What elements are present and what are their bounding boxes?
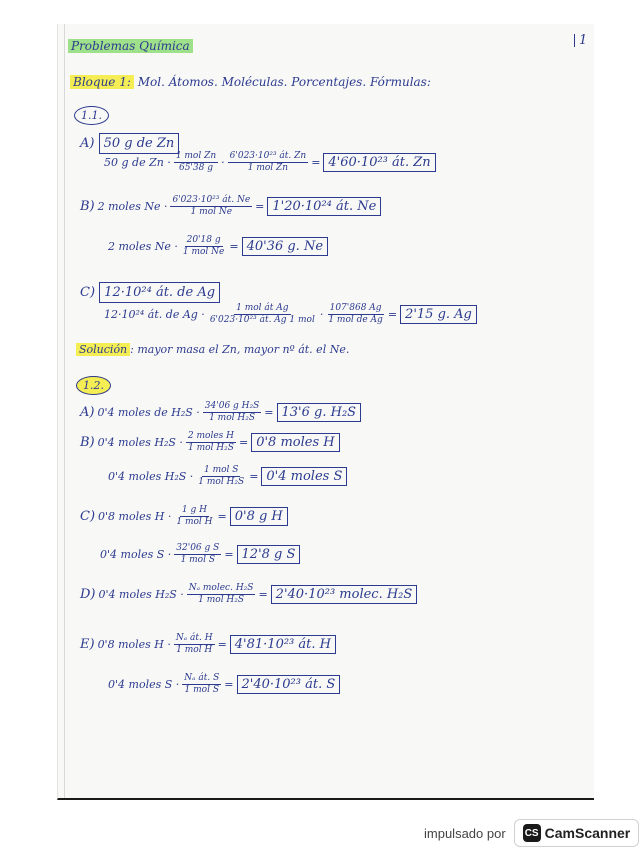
p12-c-f1-den: 1 mol H bbox=[176, 517, 213, 527]
p12-b-f1-num: 2 moles H bbox=[187, 431, 234, 441]
p11-c-result: 2'15 g. Ag bbox=[400, 305, 477, 324]
page-margin-line bbox=[64, 24, 65, 798]
p12-d-f-den: 1 mol H₂S bbox=[198, 595, 245, 605]
p12-d-fraction bbox=[187, 584, 256, 605]
p12-c-f2-den: 1 mol S bbox=[180, 555, 216, 565]
p12-d-calc: D) 0'4 moles H₂S · $\frac{\text{Nₐ molec. H₂S}}{\text{1 mol H₂S}}$ = 2'40·10²³ molec. H₂S bbox=[80, 584, 417, 605]
p11-b-start-1: 2 moles Ne · bbox=[97, 200, 168, 213]
p11-a-letter: A) bbox=[80, 136, 95, 151]
p11-a-calc: 50 g de Zn · $\frac{\text{1 mol Zn}}{65'38 g}$ · $\frac{\text{6'023·10²³ át. Zn}}{\text{1 mol Zn}}$ = 4'60·10²³ át. Zn bbox=[104, 152, 436, 173]
problem-1-1-number: 1.1. bbox=[74, 106, 109, 125]
p12-b-fraction-1 bbox=[186, 432, 236, 453]
p12-c-result-1: 0'8 g H bbox=[230, 507, 288, 526]
p12-d-letter: D) bbox=[80, 587, 96, 602]
p11-solution bbox=[76, 344, 349, 355]
p11-b-calc-1: B) 2 moles Ne · $\frac{\text{6'023·10²³ át. Ne}}{\text{1 mol Ne}}$ = 1'20·10²⁴ át. Ne bbox=[80, 196, 381, 217]
p11-b-f1-num: 6'023·10²³ át. Ne bbox=[172, 195, 251, 205]
p11-a-given: 50 g de Zn bbox=[99, 133, 180, 154]
camscanner-logo bbox=[514, 819, 640, 847]
page-title bbox=[68, 40, 193, 52]
p12-d-result: 2'40·10²³ molec. H₂S bbox=[271, 585, 418, 604]
solution-text: : mayor masa el Zn, mayor nº át. el Ne. bbox=[130, 343, 350, 356]
p12-b-fraction-2 bbox=[196, 466, 246, 487]
page-title-text: Problemas Química bbox=[68, 39, 193, 53]
p11-b-f1-den: 1 mol Ne bbox=[190, 207, 233, 217]
p12-e-fraction-2 bbox=[182, 674, 221, 695]
camscanner-footer bbox=[424, 819, 639, 847]
p12-a-letter: A) bbox=[80, 405, 95, 420]
p11-a-f2-num: 6'023·10²³ át. Zn bbox=[229, 151, 307, 161]
block-label: Bloque 1: bbox=[70, 75, 134, 89]
p12-e-result-2: 2'40·10²³ át. S bbox=[237, 675, 341, 694]
p11-b-result-1: 1'20·10²⁴ át. Ne bbox=[267, 197, 381, 216]
p11-b-calc-2: 2 moles Ne · $\frac{20'18 g}{\text{1 mol Ne}}$ = 40'36 g. Ne bbox=[108, 236, 328, 257]
p11-c-f2-den: 1 mol de Ag bbox=[328, 315, 383, 325]
p12-e-start-1: 0'8 moles H · bbox=[97, 638, 171, 651]
p11-a-line1 bbox=[80, 137, 179, 150]
p11-a-start: 50 g de Zn · bbox=[104, 156, 171, 169]
p11-c-fraction-1 bbox=[208, 304, 317, 325]
solution-label: Solución bbox=[76, 343, 130, 356]
p11-a-result: 4'60·10²³ át. Zn bbox=[323, 153, 435, 172]
p12-c-f2-num: 32'06 g S bbox=[176, 543, 220, 553]
p12-e-result-1: 4'81·10²³ át. H bbox=[230, 635, 336, 654]
p11-c-letter: C) bbox=[80, 285, 96, 300]
p11-b-start-2: 2 moles Ne · bbox=[108, 240, 178, 253]
p11-b-result-2: 40'36 g. Ne bbox=[242, 237, 328, 256]
p12-b-calc-1: B) 0'4 moles H₂S · $\frac{\text{2 moles H}}{\text{1 mol H₂S}}$ = 0'8 moles H bbox=[80, 432, 340, 453]
p11-a-fraction-1 bbox=[174, 152, 218, 173]
p12-e-calc-2: 0'4 moles S · $\frac{\text{Nₐ át. S}}{\text{1 mol S}}$ = 2'40·10²³ át. S bbox=[108, 674, 340, 695]
p12-e-calc-1: E) 0'8 moles H · $\frac{\text{Nₐ át. H}}{\text{1 mol H}}$ = 4'81·10²³ át. H bbox=[80, 634, 336, 655]
p12-b-result-1: 0'8 moles H bbox=[251, 433, 339, 452]
p11-a-f1-den: 65'38 g bbox=[178, 163, 213, 173]
p12-b-f2-den: 1 mol H₂S bbox=[198, 477, 245, 487]
p12-b-result-2: 0'4 moles S bbox=[261, 467, 347, 486]
p11-b-fraction-2 bbox=[181, 236, 226, 257]
problem-1-2-label bbox=[76, 380, 111, 391]
p12-b-f2-num: 1 mol S bbox=[204, 465, 239, 475]
p12-b-f1-den: 1 mol H₂S bbox=[187, 443, 234, 453]
p12-c-letter: C) bbox=[80, 509, 96, 524]
p11-a-f2-den: 1 mol Zn bbox=[247, 163, 289, 173]
p11-a-f1-num: 1 mol Zn bbox=[175, 151, 217, 161]
p11-c-f1-num: 1 mol át Ag bbox=[236, 303, 289, 313]
p12-d-start: 0'4 moles H₂S · bbox=[98, 588, 184, 601]
p12-e-f1-num: Nₐ át. H bbox=[175, 633, 213, 643]
camscanner-brand: CamScanner bbox=[544, 825, 631, 841]
p12-c-calc-2: 0'4 moles S · $\frac{\text{32'06 g S}}{\text{1 mol S}}$ = 12'8 g S bbox=[100, 544, 300, 565]
p12-a-f-num: 34'06 g H₂S bbox=[204, 401, 260, 411]
powered-by-text: impulsado por bbox=[424, 825, 506, 841]
p11-c-fraction-2 bbox=[326, 304, 385, 325]
p11-c-f2-num: 107'868 Ag bbox=[329, 303, 382, 313]
page-number: 1 bbox=[574, 34, 587, 47]
p11-b-fraction-1 bbox=[170, 196, 252, 217]
block-topic: Mol. Átomos. Moléculas. Porcentajes. Fórmulas: bbox=[137, 75, 431, 89]
p12-d-f-num: Nₐ molec. H₂S bbox=[188, 583, 254, 593]
problem-1-2-number: 1.2. bbox=[76, 376, 111, 395]
p12-e-f2-num: Nₐ át. S bbox=[184, 673, 220, 683]
p11-b-f2-num: 20'18 g bbox=[186, 235, 221, 245]
p12-e-fraction-1 bbox=[174, 634, 215, 655]
p12-c-result-2: 12'8 g S bbox=[237, 545, 301, 564]
p12-c-fraction-2 bbox=[174, 544, 221, 565]
p11-c-f1-den: 6'023·10²³ át. Ag 1 mol bbox=[209, 315, 315, 325]
p12-c-fraction-1 bbox=[174, 506, 214, 527]
block-heading bbox=[70, 76, 431, 88]
p11-c-calc: 12·10²⁴ át. de Ag · $\frac{\text{1 mol át Ag}}{\text{6'023·10²³ át. Ag 1 mol}}$ · $\frac{107'868 Ag}{\text{1 mol de Ag}}$ = 2'15 g. Ag bbox=[104, 304, 477, 325]
p11-b-letter: B) bbox=[80, 199, 95, 214]
p12-c-start-1: 0'8 moles H · bbox=[98, 510, 172, 523]
p12-e-f2-den: 1 mol S bbox=[184, 685, 219, 695]
p12-c-start-2: 0'4 moles S · bbox=[100, 548, 172, 561]
p12-e-letter: E) bbox=[80, 637, 95, 652]
p12-b-calc-2: 0'4 moles H₂S · $\frac{\text{1 mol S}}{\text{1 mol H₂S}}$ = 0'4 moles S bbox=[108, 466, 347, 487]
p11-c-given: 12·10²⁴ át. de Ag bbox=[99, 282, 220, 303]
p12-a-calc: A) 0'4 moles de H₂S · $\frac{\text{34'06 g H₂S}}{\text{1 mol H₂S}}$ = 13'6 g. H₂S bbox=[80, 402, 361, 423]
p12-c-calc-1: C) 0'8 moles H · $\frac{\text{1 g H}}{\text{1 mol H}}$ = 0'8 g H bbox=[80, 506, 288, 527]
p11-c-line1 bbox=[80, 286, 220, 299]
p11-b-f2-den: 1 mol Ne bbox=[182, 247, 225, 257]
p12-a-f-den: 1 mol H₂S bbox=[209, 413, 255, 423]
p12-b-start-2: 0'4 moles H₂S · bbox=[108, 470, 194, 483]
p12-e-start-2: 0'4 moles S · bbox=[108, 678, 180, 691]
p12-e-f1-den: 1 mol H bbox=[176, 645, 213, 655]
p12-b-start-1: 0'4 moles H₂S · bbox=[97, 436, 183, 449]
p11-a-fraction-2 bbox=[228, 152, 309, 173]
camscanner-icon: CS bbox=[523, 824, 541, 842]
p12-a-fraction bbox=[203, 402, 261, 423]
p12-a-start: 0'4 moles de H₂S · bbox=[97, 406, 200, 419]
p12-c-f1-num: 1 g H bbox=[181, 505, 207, 515]
problem-1-1-label bbox=[74, 110, 109, 121]
p12-b-letter: B) bbox=[80, 435, 95, 450]
p12-a-result: 13'6 g. H₂S bbox=[277, 403, 362, 422]
p11-c-start: 12·10²⁴ át. de Ag · bbox=[104, 308, 205, 321]
